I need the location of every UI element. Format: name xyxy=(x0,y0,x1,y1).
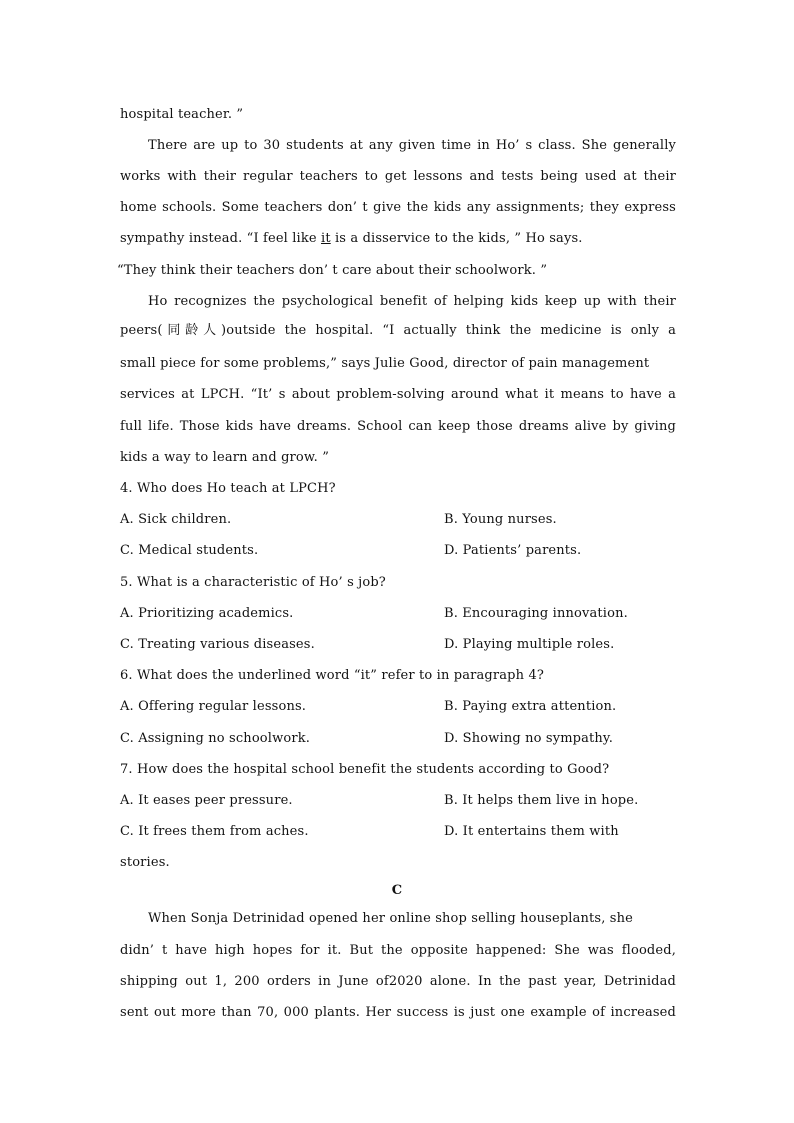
option-a: A. Sick children. xyxy=(120,512,232,527)
option-d: D. Patients’ parents. xyxy=(444,543,582,558)
passage-line: Ho recognizes the psychological benefit of helping kids keep up with their xyxy=(148,294,676,309)
option-c: C. Assigning no schoolwork. xyxy=(120,731,311,746)
option-d-continuation: stories. xyxy=(120,855,170,870)
option-d: D. Showing no sympathy. xyxy=(444,731,613,746)
underlined-word: it xyxy=(321,231,331,246)
passage-text: sympathy instead. “I feel like xyxy=(120,231,322,246)
question-stem: 6. What does the underlined word “it” refer to in paragraph 4? xyxy=(120,668,544,683)
passage-line: peers(同龄人)outside the hospital. “I actually think the medicine is only a xyxy=(120,323,676,338)
passage-line: works with their regular teachers to get lessons and tests being used at their xyxy=(120,169,676,184)
option-b: B. Young nurses. xyxy=(444,512,557,527)
option-c: C. It frees them from aches. xyxy=(120,824,309,839)
option-c: C. Medical students. xyxy=(120,543,259,558)
question-stem: 7. How does the hospital school benefit the students according to Good? xyxy=(120,762,610,777)
question-stem: 4. Who does Ho teach at LPCH? xyxy=(120,481,336,496)
passage-line: didn’ t have high hopes for it. But the opposite happened: She was flooded, xyxy=(120,943,676,958)
section-heading: C xyxy=(391,883,403,898)
passage-line: full life. Those kids have dreams. School can keep those dreams alive by giving xyxy=(120,419,676,434)
passage-line: shipping out 1, 200 orders in June of2020 alone. In the past year, Detrinidad xyxy=(120,974,676,989)
option-b: B. Paying extra attention. xyxy=(444,699,617,714)
passage-line: kids a way to learn and grow. ” xyxy=(120,450,329,465)
option-b: B. Encouraging innovation. xyxy=(444,606,628,621)
option-a: A. It eases peer pressure. xyxy=(120,793,293,808)
option-b: B. It helps them live in hope. xyxy=(444,793,639,808)
passage-line xyxy=(120,230,676,248)
passage-line: home schools. Some teachers don’ t give the kids any assignments; they express xyxy=(120,200,676,215)
option-a: A. Prioritizing academics. xyxy=(120,606,294,621)
question-stem: 5. What is a characteristic of Ho’ s job? xyxy=(120,575,386,590)
option-a: A. Offering regular lessons. xyxy=(120,699,307,714)
passage-line: hospital teacher. ” xyxy=(120,107,244,122)
passage-line: sent out more than 70, 000 plants. Her success is just one example of increased xyxy=(120,1005,676,1020)
option-d: D. Playing multiple roles. xyxy=(444,637,615,652)
passage-line: services at LPCH. “It’ s about problem-solving around what it means to have a xyxy=(120,387,676,402)
option-d: D. It entertains them with xyxy=(444,824,619,839)
passage-line: There are up to 30 students at any given time in Ho’ s class. She generally xyxy=(148,138,676,153)
passage-text: is a disservice to the kids, ” Ho says. xyxy=(330,231,583,246)
passage-line: “They think their teachers don’ t care about their schoolwork. ” xyxy=(117,263,548,278)
option-c: C. Treating various diseases. xyxy=(120,637,315,652)
passage-line: small piece for some problems,” says Julie Good, director of pain management xyxy=(120,356,650,371)
passage-line: When Sonja Detrinidad opened her online shop selling houseplants, she xyxy=(148,911,633,926)
